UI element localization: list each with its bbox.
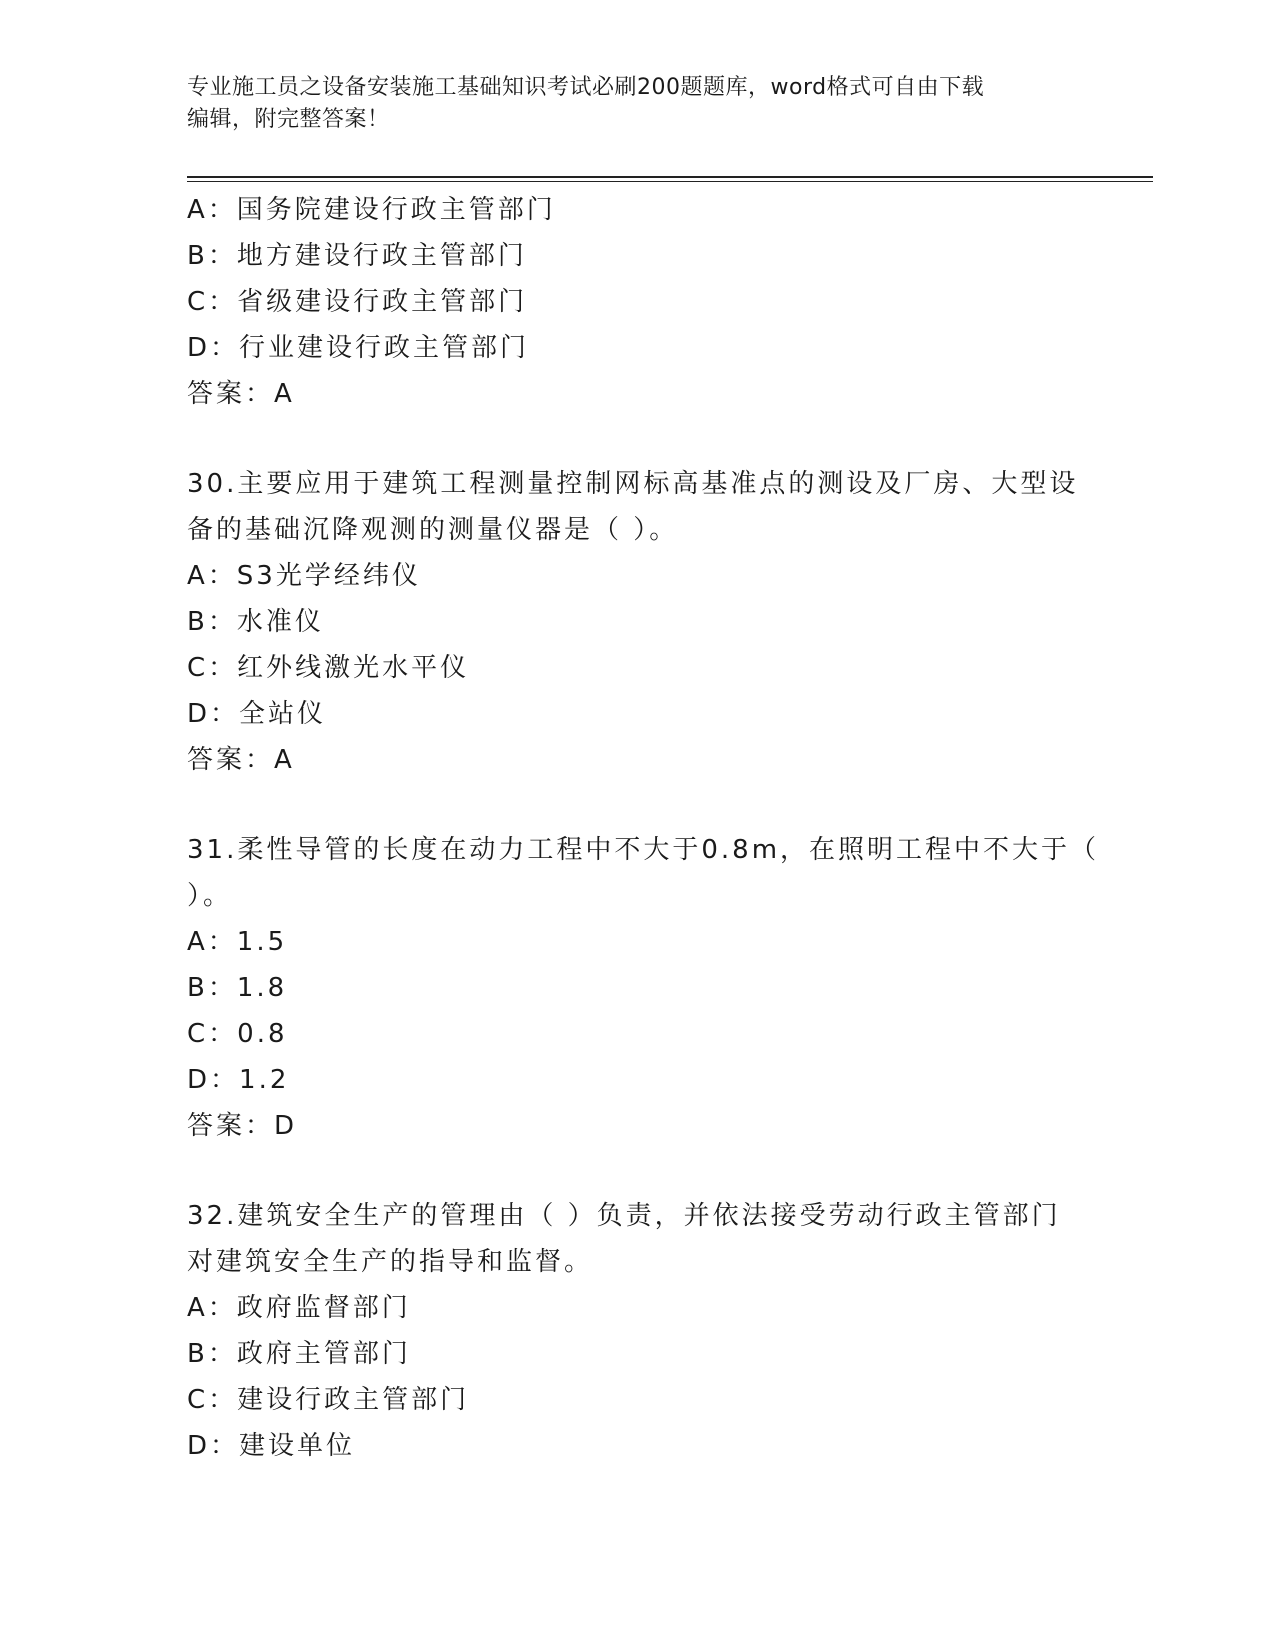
question-text-line-2: 备的基础沉降观测的测量仪器是（ ）。 [187, 515, 679, 545]
option-c: C：红外线激光水平仪 [187, 653, 470, 683]
option-b: B：水准仪 [187, 607, 324, 637]
question-32 [187, 1193, 1087, 1469]
question-text-line-1: 31.柔性导管的长度在动力工程中不大于0.8m，在照明工程中不大于（ [187, 835, 1100, 865]
option-a: A：1.5 [187, 927, 288, 957]
header-divider-thin [187, 181, 1153, 182]
answer-line: 答案：A [187, 379, 295, 409]
spacer [187, 417, 1087, 461]
option-d: D：1.2 [187, 1065, 290, 1095]
answer-line: 答案：A [187, 745, 295, 775]
question-text-line-2: 对建筑安全生产的指导和监督。 [187, 1247, 594, 1277]
document-body [187, 187, 1100, 1469]
option-b: B：1.8 [187, 973, 288, 1003]
spacer [187, 1149, 1087, 1193]
option-c: C：建设行政主管部门 [187, 1385, 470, 1415]
option-d: D：全站仪 [187, 699, 327, 729]
question-text-line-1: 30.主要应用于建筑工程测量控制网标高基准点的测设及厂房、大型设 [187, 469, 1079, 499]
option-a: A：S3光学经纬仪 [187, 561, 421, 591]
question-text-line-1: 32.建筑安全生产的管理由（ ）负责，并依法接受劳动行政主管部门 [187, 1201, 1061, 1231]
document-header [187, 72, 1087, 136]
header-line-2: 编辑，附完整答案！ [187, 107, 390, 132]
header-line-1: 专业施工员之设备安装施工基础知识考试必刷200题题库，word格式可自由下载 [187, 75, 985, 100]
option-c: C：0.8 [187, 1019, 288, 1049]
option-a: A：国务院建设行政主管部门 [187, 195, 556, 225]
answer-line: 答案：D [187, 1111, 298, 1141]
question-text-line-2: ）。 [187, 881, 233, 911]
option-b: B：地方建设行政主管部门 [187, 241, 527, 271]
option-b: B：政府主管部门 [187, 1339, 411, 1369]
option-d: D：建设单位 [187, 1431, 356, 1461]
option-d: D：行业建设行政主管部门 [187, 333, 530, 363]
question-30 [187, 461, 1087, 783]
spacer [187, 783, 1087, 827]
header-divider-thick [187, 176, 1153, 178]
question-31 [187, 827, 1100, 1149]
option-c: C：省级建设行政主管部门 [187, 287, 528, 317]
option-a: A：政府监督部门 [187, 1293, 411, 1323]
question-29 [187, 187, 1087, 417]
